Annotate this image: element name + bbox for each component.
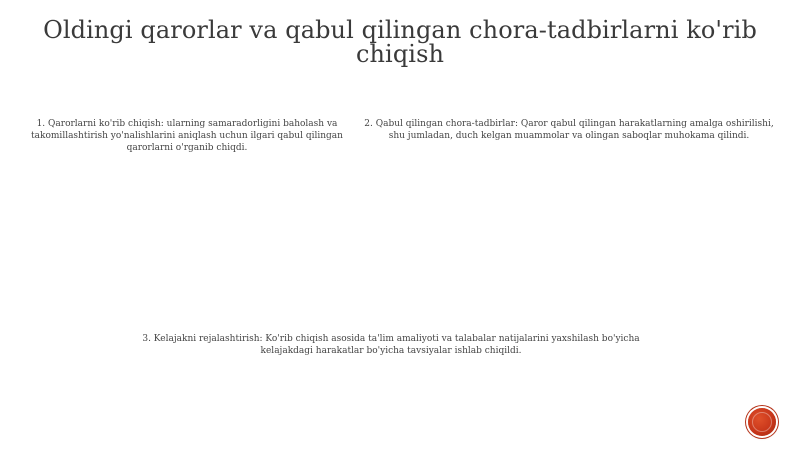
slide-title: Oldingi qarorlar va qabul qilingan chora-tadbirlarni ko'rib chiqish [43, 16, 757, 68]
point-2: 2. Qabul qilingan chora-tadbirlar: Qaror qabul qilingan harakatlarning amalga oshirilishi, shu jumladan, duch kelgan muammolar va olingan saboqlar muhokama qilindi. [364, 119, 774, 141]
point-1: 1. Qarorlarni ko'rib chiqish: ularning samaradorligini baholash va takomillashtirish yo'nalishlarini aniqlash uchun ilgari qabul qilingan qarorlarni o'rganib chiqdi. [31, 119, 343, 153]
point-3: 3. Kelajakni rejalashtirish: Ko'rib chiqish asosida ta'lim amaliyoti va talabalar natijalarini yaxshilash bo'yicha kelajakdagi harakatlar bo'yicha tavsiyalar ishlab chiqildi. [142, 334, 640, 356]
nav-circle-button[interactable] [748, 408, 776, 436]
